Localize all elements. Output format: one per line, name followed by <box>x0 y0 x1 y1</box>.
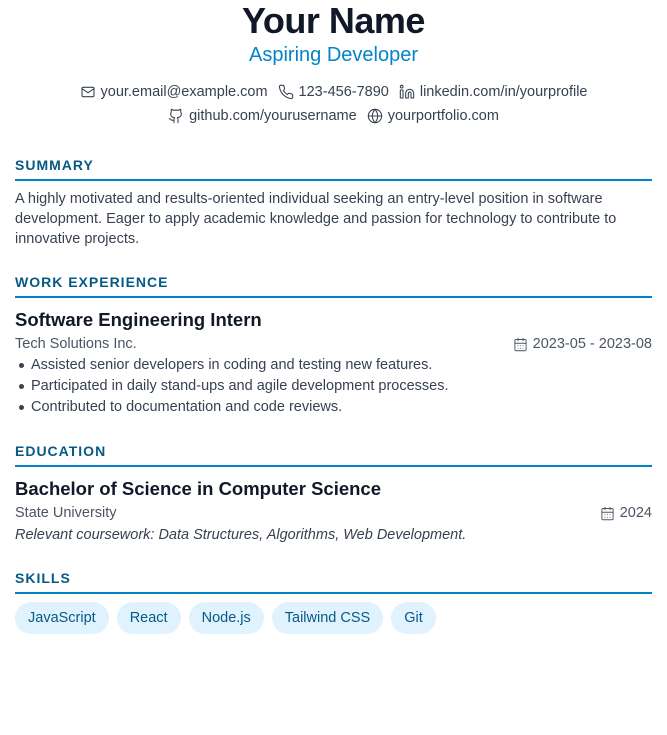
education-year-text: 2024 <box>619 505 652 521</box>
school-name: State University <box>15 505 117 521</box>
skill-chip: JavaScript <box>15 602 109 634</box>
degree-title: Bachelor of Science in Computer Science <box>15 478 381 499</box>
skills-section <box>15 569 652 634</box>
skill-chip: Git <box>391 602 436 634</box>
summary-text: A highly motivated and results-oriented individual seeking an entry-level position in software development. Eager to apply academic knowledge and passion for technology to contribute to innovative projects. <box>15 191 617 247</box>
portfolio-link[interactable] <box>367 106 499 126</box>
company-name: Tech Solutions Inc. <box>15 336 137 352</box>
education-section <box>15 442 652 545</box>
email-link[interactable] <box>80 82 268 102</box>
job-title: Aspiring Developer <box>249 44 418 66</box>
skills-list <box>15 602 652 634</box>
skill-chip: Tailwind CSS <box>272 602 383 634</box>
linkedin-link[interactable] <box>399 82 588 102</box>
skills-heading: SKILLS <box>15 569 652 594</box>
email-text: your.email@example.com <box>100 84 268 100</box>
calendar-icon <box>513 337 528 352</box>
linkedin-text: linkedin.com/in/yourprofile <box>419 84 588 100</box>
phone-link[interactable] <box>278 82 389 102</box>
list-item: Participated in daily stand-ups and agile development processes. <box>15 376 652 397</box>
experience-heading: WORK EXPERIENCE <box>15 273 652 298</box>
calendar-icon <box>600 506 615 521</box>
experience-date-text: 2023-05 - 2023-08 <box>532 336 652 352</box>
coursework-text: Relevant coursework: Data Structures, Algorithms, Web Development. <box>15 527 467 543</box>
phone-text: 123-456-7890 <box>298 84 389 100</box>
experience-meta <box>15 334 652 354</box>
contact-row-secondary <box>15 106 652 126</box>
list-item: Contributed to documentation and code reviews. <box>15 397 652 418</box>
person-name: Your Name <box>242 0 425 41</box>
experience-bullets <box>15 355 652 418</box>
experience-entry <box>15 308 652 418</box>
summary-section <box>15 156 652 249</box>
linkedin-icon <box>399 84 415 100</box>
list-item: Assisted senior developers in coding and testing new features. <box>15 355 652 376</box>
github-link[interactable] <box>168 106 357 126</box>
education-meta <box>15 503 652 523</box>
education-entry <box>15 477 652 545</box>
skill-chip: Node.js <box>189 602 264 634</box>
phone-icon <box>278 84 294 100</box>
education-heading: EDUCATION <box>15 442 652 467</box>
github-text: github.com/yourusername <box>189 108 357 124</box>
mail-icon <box>80 84 96 100</box>
github-icon <box>168 108 184 124</box>
experience-section <box>15 273 652 418</box>
skill-chip: React <box>117 602 181 634</box>
summary-heading: SUMMARY <box>15 156 652 181</box>
experience-title: Software Engineering Intern <box>15 309 262 330</box>
resume-header <box>15 0 652 126</box>
experience-dates <box>513 334 652 354</box>
contact-row-primary <box>15 82 652 102</box>
education-year <box>600 503 652 523</box>
globe-icon <box>367 108 383 124</box>
portfolio-text: yourportfolio.com <box>387 108 499 124</box>
